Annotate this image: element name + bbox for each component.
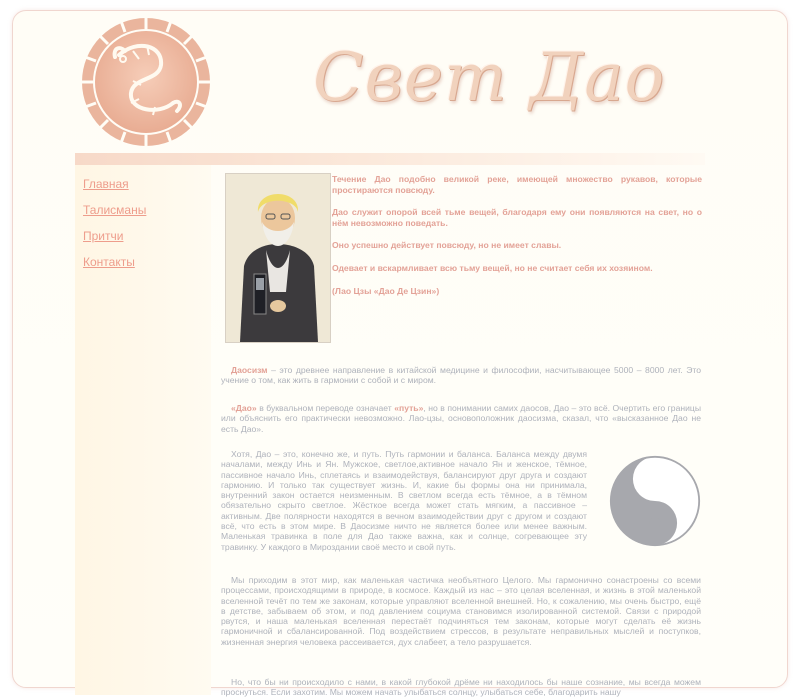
- nav-item-talismans: [83, 201, 211, 227]
- microcosm-paragraph: Мы приходим в этот мир, как маленькая частичка необъятного Целого. Мы гармонично сонастроены со всеми процессами, происходящими в природе, в космосе. Каждый из нас – это целая вселенная, и жизнь в этой маленькой вселенной течёт по тем же законам, которые управляют вселенной внешней. Но, к сожалению, мы очень быстро, ещё в детстве, забываем об этом, и под давлением социума становимся изолированной системой. Связи с природой рвутся, и наша маленькая вселенная перестаёт подчиняться тем законам, которые могут сделать её жизнь гармоничной и сбалансированной. Под воздействием стрессов, в результате неправильных мыслей и поступков, жизненная энергия человека рассеивается, дух слабеет, а тело разрушается.: [221, 575, 701, 647]
- header-bar: [75, 153, 705, 165]
- nav-item-home: [83, 175, 211, 201]
- tao-quote: [332, 174, 702, 308]
- quote-line-4: Одевает и вскармливает всю тьму вещей, но не считает себя их хозяином.: [332, 262, 653, 273]
- nav-item-contacts: [83, 253, 211, 279]
- quote-line-3: Оно успешно действует повсюду, но не имеет славы.: [332, 240, 562, 251]
- dao-term: «Дао»: [231, 403, 257, 413]
- sidebar: [75, 165, 211, 695]
- nav-link-parables[interactable]: Притчи: [83, 229, 124, 243]
- main-nav: [75, 165, 211, 279]
- dao-meaning-paragraph: [221, 403, 701, 434]
- dao-meaning-text-a: в буквальном переводе означает: [256, 403, 395, 413]
- yin-yang-paragraph: Хотя, Дао – это, конечно же, и путь. Путь гармонии и баланса. Баланса между двумя началами, между Инь и Ян. Мужское, светлое,активное начало Ян и женское, тёмное, пассивное начало Инь, сплетаясь и взаимодействуя, балансируют друг друга и создают гармонию. И только так существует жизнь. И, какие бы формы она ни принимала, внутренний закон остается неизменным. В светлом всегда есть тёмное, а в тёмном обязательно скрыто светлое. Жёсткое всегда может стать мягким, а пассивное – активным. Две полярности находятся в вечном взаимодействии друг с другом и создают всё, что есть в этом мире. В Даосизме ничто не является более или менее важным. Маленькая травинка в поле для Дао также важна, как и солнце, согревающее эту травинку. У каждого в Мироздании своё место и свой путь.: [221, 449, 587, 552]
- quote-source: (Лао Цзы «Дао Де Цзин»): [332, 285, 440, 296]
- page-frame: [12, 10, 788, 698]
- dragon-emblem-icon: [79, 15, 213, 149]
- lao-tzu-portrait-image: [225, 173, 331, 343]
- site-logo-text: Свет Дао: [313, 39, 666, 116]
- nav-item-parables: [83, 227, 211, 253]
- nav-link-home[interactable]: Главная: [83, 177, 129, 191]
- yin-yang-icon: [609, 455, 701, 547]
- taoism-intro-text: – это древнее направление в китайской медицине и философии, насчитывающее 5000 – 8000 лет. Это учение о том, как жить в гармонии с собой и с миром.: [221, 365, 701, 386]
- main-content: [217, 165, 705, 698]
- taoism-term: Даосизм: [231, 365, 268, 375]
- nav-link-talismans[interactable]: Талисманы: [83, 203, 147, 217]
- path-term: «путь»: [394, 403, 424, 413]
- awakening-paragraph: Но, что бы ни происходило с нами, в какой глубокой дрёме ни находилось бы наше сознание, мы всегда можем проснуться. Если захотим. Мы можем начать улыбаться солнцу, улыбаться себе, благодарить нашу: [221, 677, 701, 698]
- quote-line-2: Дао служит опорой всей тьме вещей, благодаря ему они появляются на свет, но о нём невозможно поведать.: [332, 207, 702, 228]
- nav-link-contacts[interactable]: Контакты: [83, 255, 135, 269]
- quote-line-1: Течение Дао подобно великой реке, имеющей множество рукавов, которые простираются повсюду.: [332, 174, 702, 195]
- dao-meaning-text-b: , но в понимании самих даосов, Дао – это всё. Очертить его границы или объяснить его практически невозможно. Лао-цзы, основоположник даосизма, сказал, что «высказанное Дао не есть Дао».: [221, 403, 701, 434]
- taoism-intro-paragraph: [221, 365, 701, 386]
